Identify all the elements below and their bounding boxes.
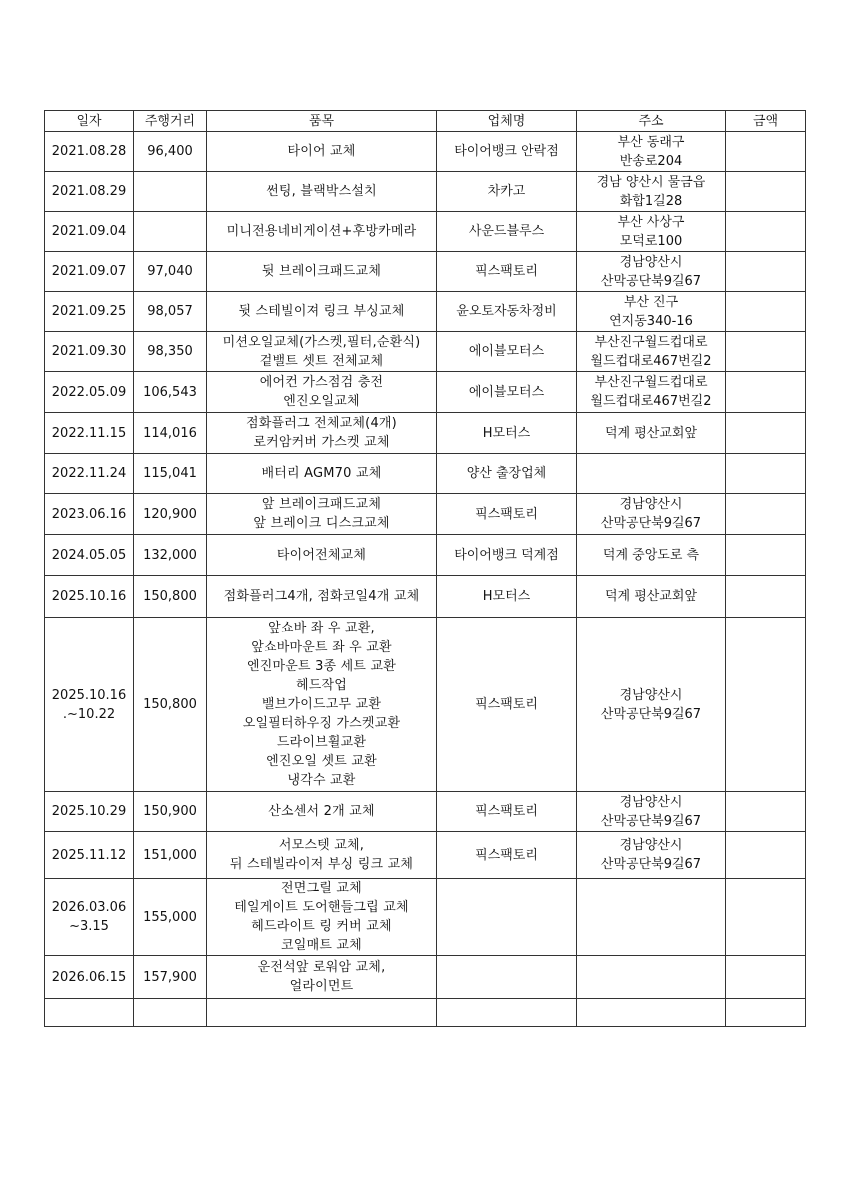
table-row xyxy=(45,212,806,252)
cell-amount xyxy=(726,132,806,172)
cell-vendor: 차카고 xyxy=(437,172,577,212)
cell-mileage: 151,000 xyxy=(134,832,207,879)
cell-item xyxy=(207,999,437,1027)
cell-item: 뒷 스테빌이져 링크 부싱교체 xyxy=(207,292,437,332)
table-row xyxy=(45,494,806,535)
cell-mileage: 98,057 xyxy=(134,292,207,332)
cell-vendor: 에이블모터스 xyxy=(437,372,577,413)
cell-address: 부산 사상구 모덕로100 xyxy=(577,212,726,252)
header-amount: 금액 xyxy=(726,111,806,132)
cell-address: 경남양산시 산막공단북9길67 xyxy=(577,252,726,292)
cell-date xyxy=(45,999,134,1027)
cell-date: 2021.09.07 xyxy=(45,252,134,292)
table-row xyxy=(45,252,806,292)
cell-mileage xyxy=(134,212,207,252)
cell-address: 덕계 중앙도로 측 xyxy=(577,535,726,576)
cell-amount xyxy=(726,956,806,999)
cell-vendor: 픽스팩토리 xyxy=(437,792,577,832)
table-body xyxy=(45,132,806,1027)
cell-vendor: 픽스팩토리 xyxy=(437,832,577,879)
cell-vendor: 픽스팩토리 xyxy=(437,494,577,535)
cell-mileage: 96,400 xyxy=(134,132,207,172)
table-row xyxy=(45,172,806,212)
cell-item: 앞 브레이크패드교체 앞 브레이크 디스크교체 xyxy=(207,494,437,535)
cell-mileage: 132,000 xyxy=(134,535,207,576)
table-row xyxy=(45,832,806,879)
cell-mileage: 150,900 xyxy=(134,792,207,832)
cell-mileage: 150,800 xyxy=(134,618,207,792)
cell-vendor: 픽스팩토리 xyxy=(437,252,577,292)
cell-amount xyxy=(726,879,806,956)
header-vendor: 업체명 xyxy=(437,111,577,132)
cell-item: 뒷 브레이크패드교체 xyxy=(207,252,437,292)
cell-item: 서모스텟 교체, 뒤 스테빌라이저 부싱 링크 교체 xyxy=(207,832,437,879)
cell-date: 2025.10.16 .~10.22 xyxy=(45,618,134,792)
cell-mileage: 114,016 xyxy=(134,413,207,454)
cell-item: 썬팅, 블랙박스설치 xyxy=(207,172,437,212)
cell-vendor: 타이어뱅크 안락점 xyxy=(437,132,577,172)
cell-mileage: 115,041 xyxy=(134,454,207,494)
cell-amount xyxy=(726,413,806,454)
cell-vendor: H모터스 xyxy=(437,413,577,454)
table-row xyxy=(45,535,806,576)
header-row xyxy=(45,111,806,132)
cell-item: 타이어전체교체 xyxy=(207,535,437,576)
cell-address: 부산진구월드컵대로 월드컵대로467번길2 xyxy=(577,332,726,372)
cell-address: 경남양산시 산막공단북9길67 xyxy=(577,494,726,535)
cell-address xyxy=(577,999,726,1027)
cell-item: 전면그릴 교체 테일게이트 도어핸들그립 교체 헤드라이트 링 커버 교체 코일매트 교체 xyxy=(207,879,437,956)
cell-item: 에어컨 가스점검 충전 엔진오일교체 xyxy=(207,372,437,413)
cell-date: 2022.11.15 xyxy=(45,413,134,454)
cell-date: 2025.11.12 xyxy=(45,832,134,879)
cell-amount xyxy=(726,792,806,832)
table-row xyxy=(45,372,806,413)
cell-amount xyxy=(726,292,806,332)
cell-amount xyxy=(726,212,806,252)
cell-item: 미니전용네비게이션+후방카메라 xyxy=(207,212,437,252)
cell-item: 앞쇼바 좌 우 교환, 앞쇼바마운트 좌 우 교환 엔진마운트 3종 세트 교환 헤드작업 밸브가이드고무 교환 오일필터하우징 가스켓교환 드라이브휠교환 엔진오일 셋트 교환 냉각수 교환 xyxy=(207,618,437,792)
table-row xyxy=(45,956,806,999)
cell-amount xyxy=(726,494,806,535)
cell-date: 2024.05.05 xyxy=(45,535,134,576)
cell-amount xyxy=(726,999,806,1027)
table-row xyxy=(45,413,806,454)
cell-address: 덕계 평산교회앞 xyxy=(577,413,726,454)
cell-amount xyxy=(726,832,806,879)
cell-date: 2026.03.06 ~3.15 xyxy=(45,879,134,956)
cell-amount xyxy=(726,372,806,413)
cell-vendor: 사운드블루스 xyxy=(437,212,577,252)
cell-mileage xyxy=(134,172,207,212)
cell-mileage xyxy=(134,999,207,1027)
header-date: 일자 xyxy=(45,111,134,132)
cell-date: 2021.09.25 xyxy=(45,292,134,332)
cell-date: 2025.10.29 xyxy=(45,792,134,832)
cell-date: 2022.11.24 xyxy=(45,454,134,494)
cell-vendor xyxy=(437,956,577,999)
table-row xyxy=(45,332,806,372)
cell-date: 2025.10.16 xyxy=(45,576,134,618)
cell-amount xyxy=(726,454,806,494)
cell-vendor: 픽스팩토리 xyxy=(437,618,577,792)
cell-address: 부산진구월드컵대로 월드컵대로467번길2 xyxy=(577,372,726,413)
cell-address xyxy=(577,956,726,999)
cell-address xyxy=(577,454,726,494)
table-row xyxy=(45,132,806,172)
cell-mileage: 120,900 xyxy=(134,494,207,535)
cell-vendor: H모터스 xyxy=(437,576,577,618)
header-mileage: 주행거리 xyxy=(134,111,207,132)
cell-address: 부산 진구 연지동340-16 xyxy=(577,292,726,332)
cell-vendor: 윤오토자동차정비 xyxy=(437,292,577,332)
cell-item: 운전석앞 로워암 교체, 얼라이먼트 xyxy=(207,956,437,999)
table-row xyxy=(45,879,806,956)
table-row xyxy=(45,999,806,1027)
cell-date: 2026.06.15 xyxy=(45,956,134,999)
cell-item: 타이어 교체 xyxy=(207,132,437,172)
cell-mileage: 98,350 xyxy=(134,332,207,372)
cell-vendor xyxy=(437,879,577,956)
cell-amount xyxy=(726,535,806,576)
cell-date: 2023.06.16 xyxy=(45,494,134,535)
cell-address: 경남양산시 산막공단북9길67 xyxy=(577,618,726,792)
cell-address xyxy=(577,879,726,956)
table-row xyxy=(45,618,806,792)
cell-mileage: 97,040 xyxy=(134,252,207,292)
cell-mileage: 106,543 xyxy=(134,372,207,413)
cell-date: 2022.05.09 xyxy=(45,372,134,413)
cell-mileage: 157,900 xyxy=(134,956,207,999)
table-row xyxy=(45,576,806,618)
header-address: 주소 xyxy=(577,111,726,132)
cell-amount xyxy=(726,252,806,292)
table-row xyxy=(45,454,806,494)
cell-vendor: 에이블모터스 xyxy=(437,332,577,372)
cell-address: 덕계 평산교회앞 xyxy=(577,576,726,618)
cell-address: 경남양산시 산막공단북9길67 xyxy=(577,792,726,832)
cell-date: 2021.09.30 xyxy=(45,332,134,372)
cell-item: 점화플러그4개, 점화코일4개 교체 xyxy=(207,576,437,618)
cell-address: 경남 양산시 물금읍 화합1길28 xyxy=(577,172,726,212)
cell-date: 2021.09.04 xyxy=(45,212,134,252)
cell-amount xyxy=(726,618,806,792)
cell-item: 산소센서 2개 교체 xyxy=(207,792,437,832)
cell-vendor: 양산 출장업체 xyxy=(437,454,577,494)
cell-date: 2021.08.28 xyxy=(45,132,134,172)
cell-vendor: 타이어뱅크 덕계점 xyxy=(437,535,577,576)
cell-amount xyxy=(726,332,806,372)
cell-address: 부산 동래구 반송로204 xyxy=(577,132,726,172)
table-row xyxy=(45,292,806,332)
maintenance-log-table xyxy=(44,110,806,1027)
cell-item: 점화플러그 전체교체(4개) 로커암커버 가스켓 교체 xyxy=(207,413,437,454)
cell-vendor xyxy=(437,999,577,1027)
cell-mileage: 155,000 xyxy=(134,879,207,956)
table-row xyxy=(45,792,806,832)
cell-mileage: 150,800 xyxy=(134,576,207,618)
cell-item: 미션오일교체(가스켓,필터,순환식) 겉밸트 셋트 전체교체 xyxy=(207,332,437,372)
cell-date: 2021.08.29 xyxy=(45,172,134,212)
cell-address: 경남양산시 산막공단북9길67 xyxy=(577,832,726,879)
cell-item: 배터리 AGM70 교체 xyxy=(207,454,437,494)
cell-amount xyxy=(726,172,806,212)
cell-amount xyxy=(726,576,806,618)
header-item: 품목 xyxy=(207,111,437,132)
